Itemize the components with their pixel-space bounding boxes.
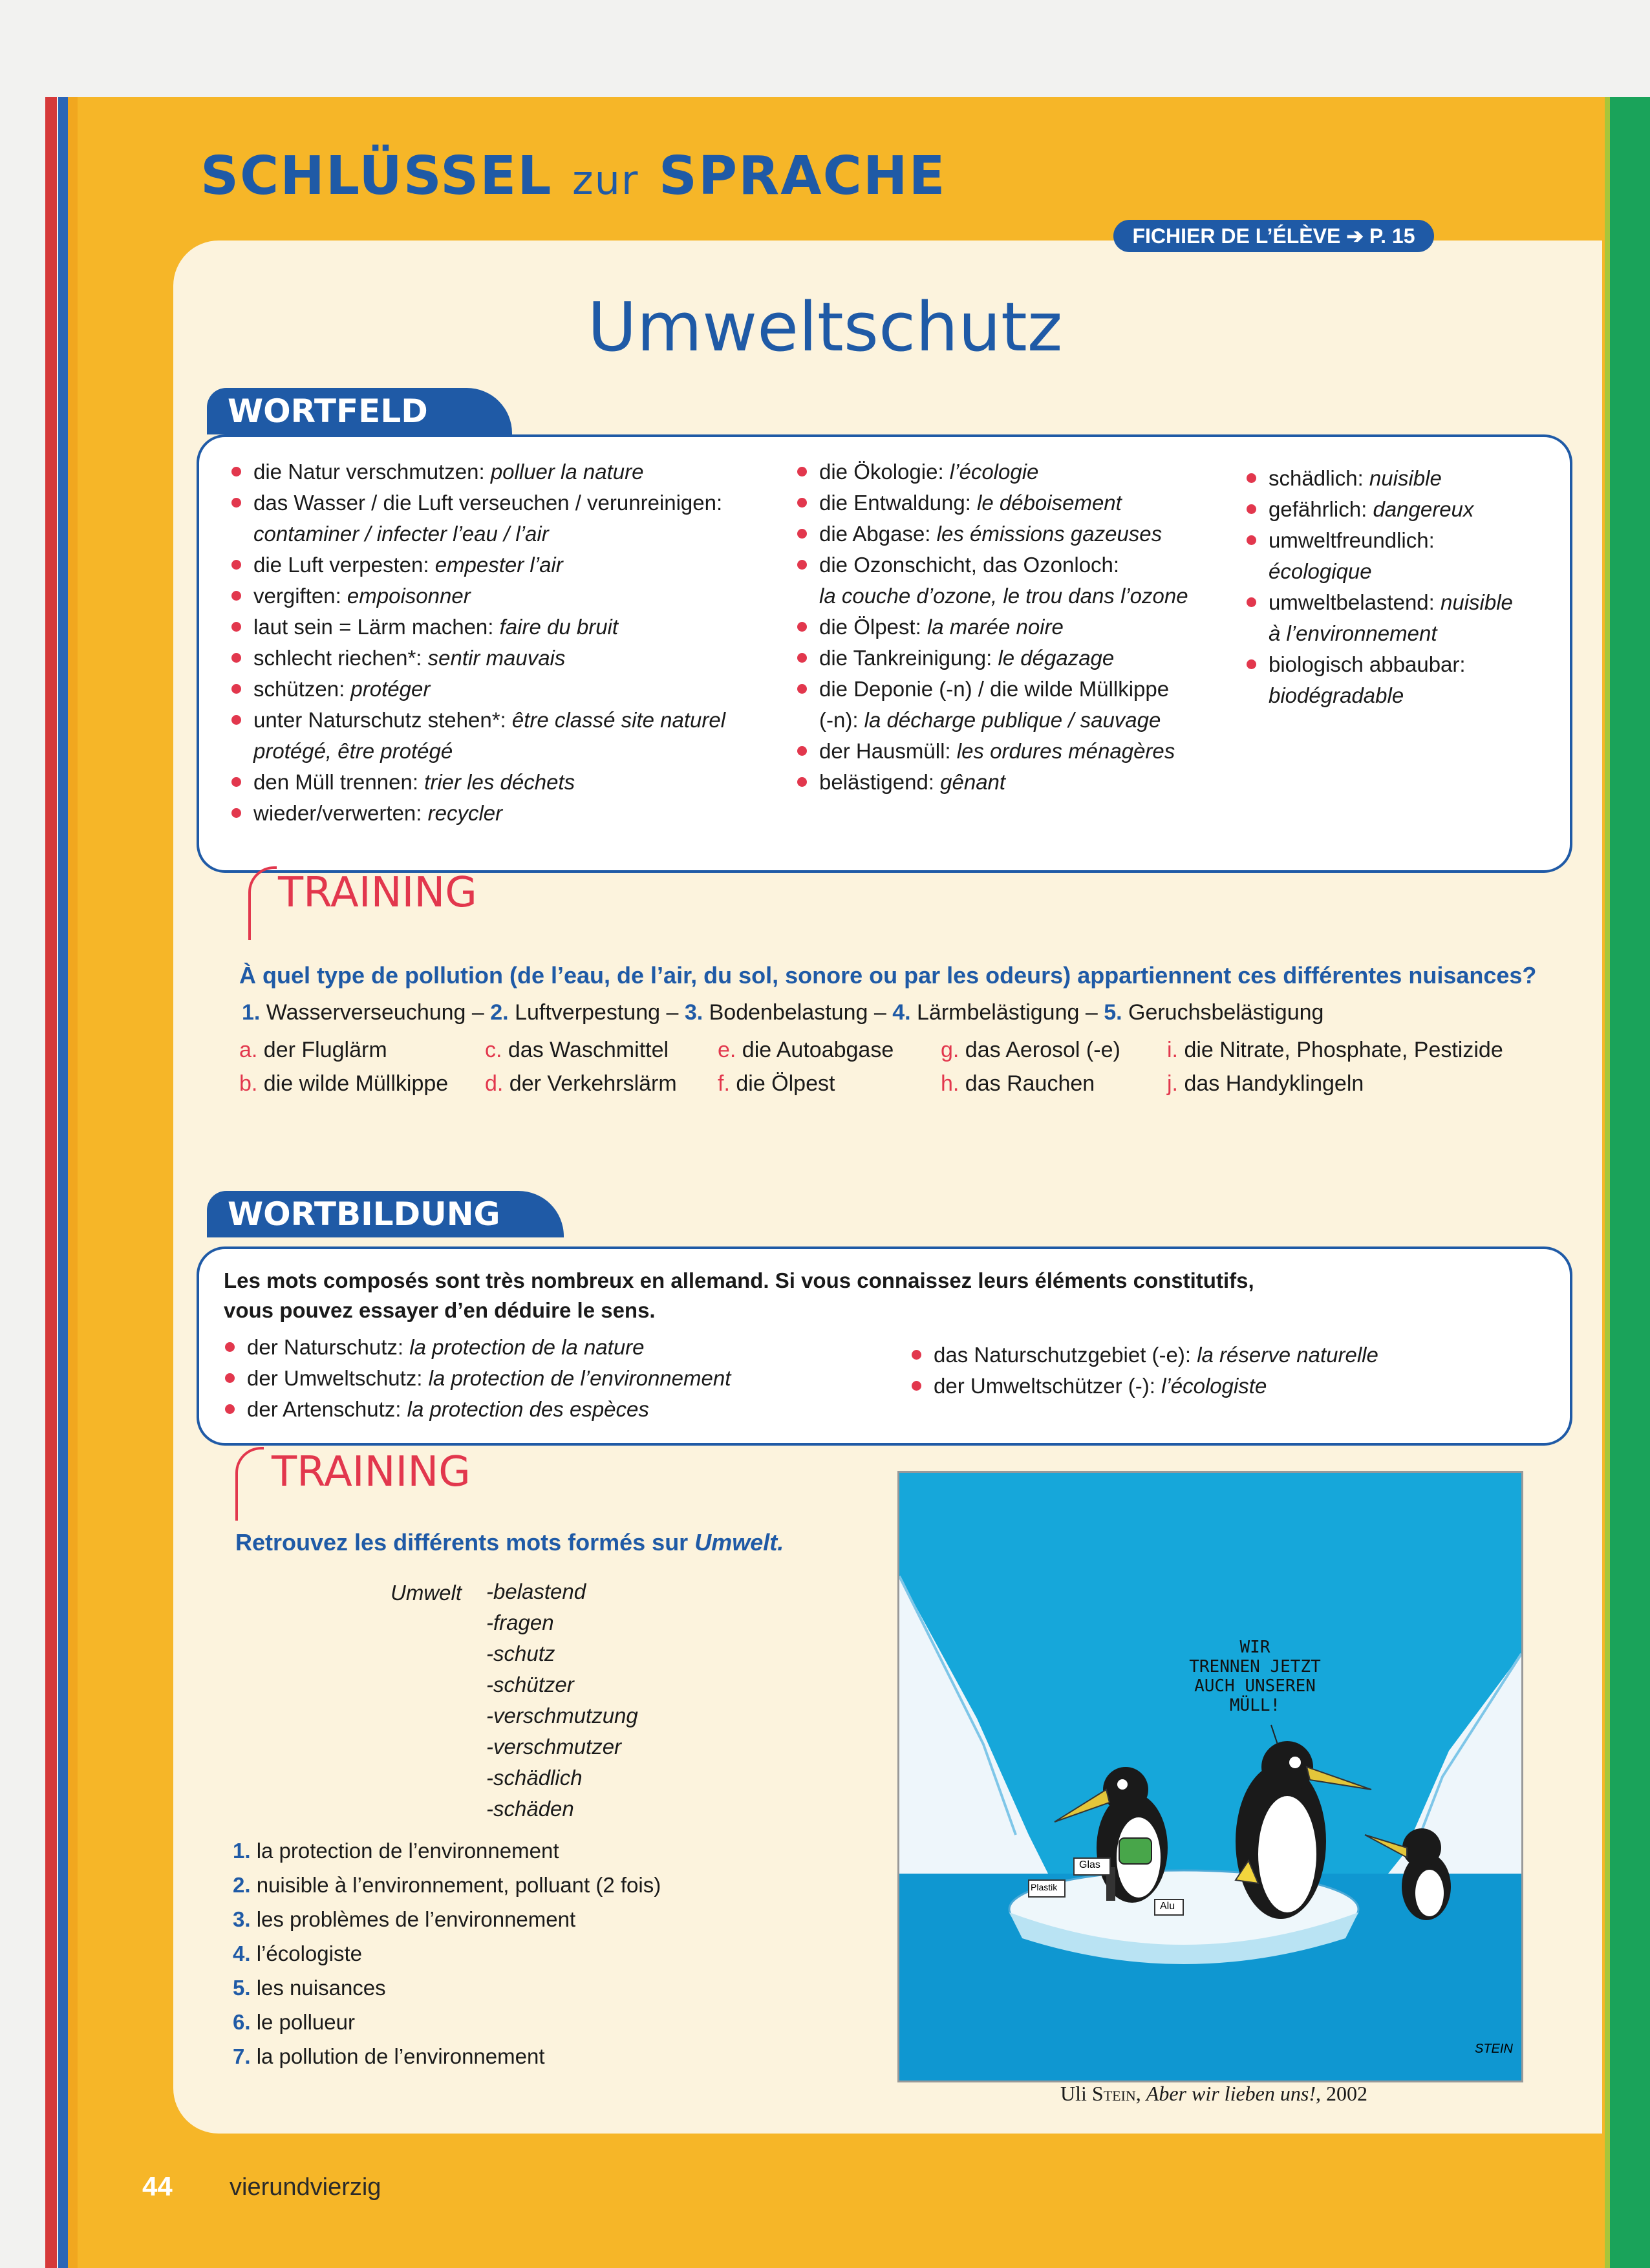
answer-number: 1. — [233, 1839, 251, 1863]
french-translation: nuisible — [1369, 466, 1442, 490]
answer-text: les problèmes de l’environnement — [250, 1907, 576, 1931]
wortfeld-col2-item — [792, 767, 1258, 798]
german-term: die Ozonschicht, das Ozonloch: — [819, 553, 1120, 577]
german-term: die Entwaldung: — [819, 491, 978, 515]
wortfeld-tab: WORTFELD — [207, 388, 512, 434]
wortfeld-col1-item — [226, 456, 808, 487]
french-translation: écologique — [1269, 559, 1372, 583]
caption-author: Stein — [1091, 2082, 1136, 2105]
answer-number: 3. — [233, 1907, 251, 1931]
french-translation: contaminer / infecter l’eau / l’air — [253, 522, 549, 546]
category-label: Geruchsbelästigung — [1122, 1000, 1324, 1025]
page-number: 44 — [142, 2171, 173, 2201]
training2-question-text: Retrouvez les différents mots formés sur — [235, 1529, 695, 1556]
german-term: biologisch abbaubar: — [1269, 652, 1466, 676]
wortfeld-col2-item — [792, 456, 1258, 487]
french-translation: la réserve naturelle — [1197, 1343, 1378, 1367]
answer-number: 4. — [233, 1942, 251, 1965]
german-term: die Deponie (-n) / die wilde Müllkippe — [819, 677, 1170, 701]
answer-text: la protection de l’environnement — [250, 1839, 559, 1863]
item-label: der Verkehrslärm — [503, 1071, 677, 1096]
wortfeld-col3-item — [1241, 525, 1552, 556]
german-term: die Ölpest: — [819, 615, 927, 639]
french-translation: le dégazage — [998, 646, 1115, 670]
wortfeld-col1-item — [226, 674, 808, 705]
wortbildung-intro — [224, 1266, 1254, 1325]
suffix-list — [486, 1576, 638, 1824]
item-letter: e. — [718, 1038, 736, 1062]
answer-item — [233, 1971, 661, 2005]
french-translation: le déboisement — [977, 491, 1122, 515]
french-translation: à l’environnement — [1269, 621, 1437, 645]
german-term: der Naturschutz: — [247, 1335, 410, 1359]
french-translation: la protection des espèces — [407, 1397, 649, 1421]
suffix-item: -fragen — [486, 1610, 554, 1634]
item-label: die Ölpest — [729, 1071, 835, 1096]
german-term: das Naturschutzgebiet (-e): — [934, 1343, 1197, 1367]
wortfeld-col1-item — [226, 736, 808, 767]
suffix-item: -schädlich — [486, 1766, 583, 1790]
suffix-item: -belastend — [486, 1579, 586, 1603]
answer-number: 7. — [233, 2044, 251, 2068]
nuisance-item — [239, 1067, 448, 1100]
wortfeld-col3-item — [1241, 587, 1552, 618]
category-label: Lärmbelästigung – — [910, 1000, 1104, 1025]
category-number: 2. — [490, 1000, 509, 1025]
wortfeld-col2-item — [792, 612, 1258, 643]
nuisance-item — [941, 1033, 1120, 1067]
answer-item — [233, 1902, 661, 1936]
cartoon-drawing — [899, 1473, 1521, 2081]
wortfeld-col2-item — [792, 519, 1258, 550]
wortbildung-col2-item — [906, 1340, 1488, 1371]
caption-separator: , — [1135, 2082, 1146, 2105]
french-translation: sentir mauvais — [427, 646, 566, 670]
german-term: der Hausmüll: — [819, 739, 957, 763]
category-number: 3. — [684, 1000, 703, 1025]
cartoon-illustration — [897, 1471, 1523, 2082]
suffix-item: -schützer — [486, 1673, 574, 1696]
item-label: die wilde Müllkippe — [257, 1071, 449, 1096]
caption-title: Aber wir lieben uns! — [1146, 2082, 1316, 2105]
wortfeld-col3-item — [1241, 463, 1552, 494]
german-term: die Luft verpesten: — [253, 553, 435, 577]
wortfeld-col2 — [792, 456, 1258, 798]
french-translation: gênant — [940, 770, 1006, 794]
training2-bracket — [235, 1447, 264, 1521]
answer-number: 2. — [233, 1873, 251, 1897]
wortfeld-col3-item — [1241, 556, 1552, 587]
wortfeld-col2-item — [792, 487, 1258, 519]
german-term: die Natur verschmutzen: — [253, 460, 491, 484]
wortbildung-tab: WORTBILDUNG — [207, 1191, 564, 1237]
answer-item — [233, 1868, 661, 1902]
cartoon-caption — [1060, 2082, 1367, 2106]
wortfeld-col1-item — [226, 519, 808, 550]
german-term: belästigend: — [819, 770, 941, 794]
german-term: schützen: — [253, 677, 351, 701]
french-translation: la protection de l’environnement — [428, 1366, 731, 1390]
answer-item — [233, 2039, 661, 2073]
wortbildung-col1-item — [220, 1363, 866, 1394]
item-letter: j. — [1167, 1071, 1178, 1096]
wortfeld-col1-item — [226, 487, 808, 519]
french-translation: la couche d’ozone, le trou dans l’ozone — [819, 584, 1188, 608]
item-letter: i. — [1167, 1038, 1178, 1062]
wortfeld-col3-item — [1241, 494, 1552, 525]
wortfeld-col2-item — [792, 674, 1258, 705]
french-translation: faire du bruit — [499, 615, 619, 639]
german-term: gefährlich: — [1269, 497, 1373, 521]
nuisance-item — [1167, 1033, 1503, 1067]
answer-text: les nuisances — [250, 1976, 386, 2000]
french-translation: l’écologiste — [1161, 1374, 1267, 1398]
item-label: die Nitrate, Phosphate, Pestizide — [1178, 1038, 1503, 1062]
training2-question-word: Umwelt. — [694, 1529, 784, 1556]
training2-question — [235, 1529, 784, 1556]
french-translation: polluer la nature — [490, 460, 644, 484]
french-translation: la protection de la nature — [409, 1335, 645, 1359]
wortbildung-col2-item — [906, 1371, 1488, 1402]
wortfeld-col1-item — [226, 767, 808, 798]
artist-signature: STEIN — [1475, 2042, 1513, 2056]
section-title-part3: SPRACHE — [639, 145, 947, 207]
french-translation: protégé, être protégé — [253, 739, 453, 763]
answer-text: nuisible à l’environnement, polluant (2 fois) — [250, 1873, 661, 1897]
section-title — [200, 145, 947, 207]
wortfeld-col1-item — [226, 550, 808, 581]
answer-text: le pollueur — [250, 2010, 355, 2034]
page-edge-red — [45, 97, 57, 2268]
wortfeld-col2-item — [792, 550, 1258, 581]
sign-glass: Glas — [1079, 1859, 1100, 1870]
sign-alu: Alu — [1160, 1901, 1175, 1912]
wortbildung-intro-line1: Les mots composés sont très nombreux en allemand. Si vous connaissez leurs éléments constitutifs, — [224, 1268, 1254, 1292]
german-term: der Artenschutz: — [247, 1397, 407, 1421]
nuisance-item — [485, 1067, 677, 1100]
wortfeld-col2-item — [792, 581, 1258, 612]
nuisance-item — [718, 1033, 894, 1067]
french-translation: empester l’air — [434, 553, 563, 577]
fichier-reference-badge: FICHIER DE L’ÉLÈVE ➔ P. 15 — [1113, 220, 1434, 252]
suffix-item: -verschmutzer — [486, 1735, 622, 1759]
nuisance-item — [941, 1067, 1095, 1100]
word-stem: Umwelt — [391, 1581, 462, 1605]
page-number-word: vierundvierzig — [230, 2174, 381, 2201]
french-translation: empoisonner — [347, 584, 471, 608]
german-term: schädlich: — [1269, 466, 1369, 490]
next-page-strip — [1610, 97, 1650, 2268]
caption-first-name: Uli — [1060, 2082, 1092, 2105]
wortfeld-col2-item — [792, 643, 1258, 674]
wortbildung-col1-item — [220, 1332, 866, 1363]
wortbildung-col1 — [220, 1332, 866, 1425]
french-translation: recycler — [427, 801, 503, 825]
answer-item — [233, 1936, 661, 1971]
german-term: schlecht riechen*: — [253, 646, 428, 670]
item-label: das Handyklingeln — [1178, 1071, 1364, 1096]
nuisance-item — [239, 1033, 387, 1067]
item-label: der Fluglärm — [257, 1038, 387, 1062]
category-number: 5. — [1104, 1000, 1122, 1025]
german-term: den Müll trennen: — [253, 770, 425, 794]
wortfeld-col3 — [1241, 463, 1552, 711]
wortfeld-col3-item — [1241, 680, 1552, 711]
speech-line1: WIR — [1239, 1638, 1270, 1657]
speech-bubble — [1184, 1638, 1326, 1715]
training1-bracket — [248, 866, 277, 940]
category-number: 1. — [242, 1000, 261, 1025]
french-translation: biodégradable — [1269, 683, 1404, 707]
french-translation: l’écologie — [949, 460, 1039, 484]
german-term: vergiften: — [253, 584, 347, 608]
training1-label: TRAINING — [278, 869, 477, 917]
wortfeld-col2-item — [792, 736, 1258, 767]
page-title: Umweltschutz — [587, 288, 1063, 367]
german-term: die Ökologie: — [819, 460, 950, 484]
item-label: die Autoabgase — [736, 1038, 894, 1062]
french-translation: protéger — [350, 677, 431, 701]
nuisance-item — [1167, 1067, 1364, 1100]
item-letter: h. — [941, 1071, 959, 1096]
suffix-item: -schäden — [486, 1797, 574, 1821]
training2-label: TRAINING — [272, 1448, 471, 1496]
answer-text: l’écologiste — [250, 1942, 362, 1965]
french-translation: dangereux — [1373, 497, 1474, 521]
wortfeld-col1 — [226, 456, 808, 829]
item-letter: d. — [485, 1071, 504, 1096]
training1-question: À quel type de pollution (de l’eau, de l’air, du sol, sonore ou par les odeurs) appartiennent ces différentes nuisances? — [239, 962, 1537, 989]
wortfeld-col1-item — [226, 581, 808, 612]
french-translation: trier les déchets — [424, 770, 575, 794]
item-label: das Waschmittel — [502, 1038, 669, 1062]
section-title-part2: zur — [572, 156, 639, 204]
section-title-part1: SCHLÜSSEL — [200, 145, 573, 207]
item-letter: g. — [941, 1038, 959, 1062]
french-translation: être classé site naturel — [511, 708, 726, 732]
german-term: umweltbelastend: — [1269, 590, 1441, 614]
category-label: Wasserverseuchung – — [260, 1000, 491, 1025]
speech-line4: MÜLL! — [1229, 1696, 1281, 1715]
wortfeld-col1-item — [226, 705, 808, 736]
wortfeld-col3-item — [1241, 618, 1552, 649]
item-letter: b. — [239, 1071, 258, 1096]
sign-plastic: Plastik — [1031, 1882, 1058, 1892]
german-term: das Wasser / die Luft verseuchen / verunreinigen: — [253, 491, 723, 515]
speech-line3: AUCH UNSEREN — [1194, 1676, 1316, 1696]
speech-line2: TRENNEN JETZT — [1189, 1657, 1321, 1676]
training1-items — [239, 1033, 1571, 1104]
category-number: 4. — [892, 1000, 911, 1025]
german-term: der Umweltschützer (-): — [934, 1374, 1162, 1398]
french-translation: nuisible — [1440, 590, 1513, 614]
answer-number: 6. — [233, 2010, 251, 2034]
french-translation: les émissions gazeuses — [936, 522, 1162, 546]
nuisance-item — [485, 1033, 669, 1067]
wortfeld-col3-item — [1241, 649, 1552, 680]
item-letter: f. — [718, 1071, 730, 1096]
french-translation: les ordures ménagères — [956, 739, 1175, 763]
wortbildung-col1-item — [220, 1394, 866, 1425]
french-translation: la décharge publique / sauvage — [864, 708, 1161, 732]
answer-text: la pollution de l’environnement — [250, 2044, 545, 2068]
suffix-item: -schutz — [486, 1642, 555, 1665]
training1-categories — [242, 996, 1535, 1029]
wortbildung-intro-line2: vous pouvez essayer d’en déduire le sens. — [224, 1298, 656, 1322]
caption-year: , 2002 — [1315, 2082, 1367, 2105]
wortfeld-col1-item — [226, 612, 808, 643]
item-label: das Rauchen — [959, 1071, 1095, 1096]
answer-item — [233, 2005, 661, 2039]
wortfeld-col1-item — [226, 643, 808, 674]
item-letter: a. — [239, 1038, 258, 1062]
answer-number: 5. — [233, 1976, 251, 2000]
german-term: die Abgase: — [819, 522, 937, 546]
nuisance-item — [718, 1067, 835, 1100]
german-term: wieder/verwerten: — [253, 801, 428, 825]
suffix-item: -verschmutzung — [486, 1704, 638, 1728]
german-term: die Tankreinigung: — [819, 646, 998, 670]
category-label: Bodenbelastung – — [703, 1000, 893, 1025]
category-label: Luftverpestung – — [508, 1000, 685, 1025]
answer-list — [233, 1834, 661, 2073]
item-letter: c. — [485, 1038, 502, 1062]
german-term: unter Naturschutz stehen*: — [253, 708, 512, 732]
item-label: das Aerosol (-e) — [959, 1038, 1120, 1062]
wortbildung-col2 — [906, 1340, 1488, 1402]
answer-item — [233, 1834, 661, 1868]
german-term: umweltfreundlich: — [1269, 528, 1435, 552]
german-term: laut sein = Lärm machen: — [253, 615, 500, 639]
german-term: (-n): — [819, 708, 864, 732]
wortfeld-col1-item — [226, 798, 808, 829]
german-term: der Umweltschutz: — [247, 1366, 429, 1390]
wortfeld-col2-item — [792, 705, 1258, 736]
french-translation: la marée noire — [927, 615, 1064, 639]
